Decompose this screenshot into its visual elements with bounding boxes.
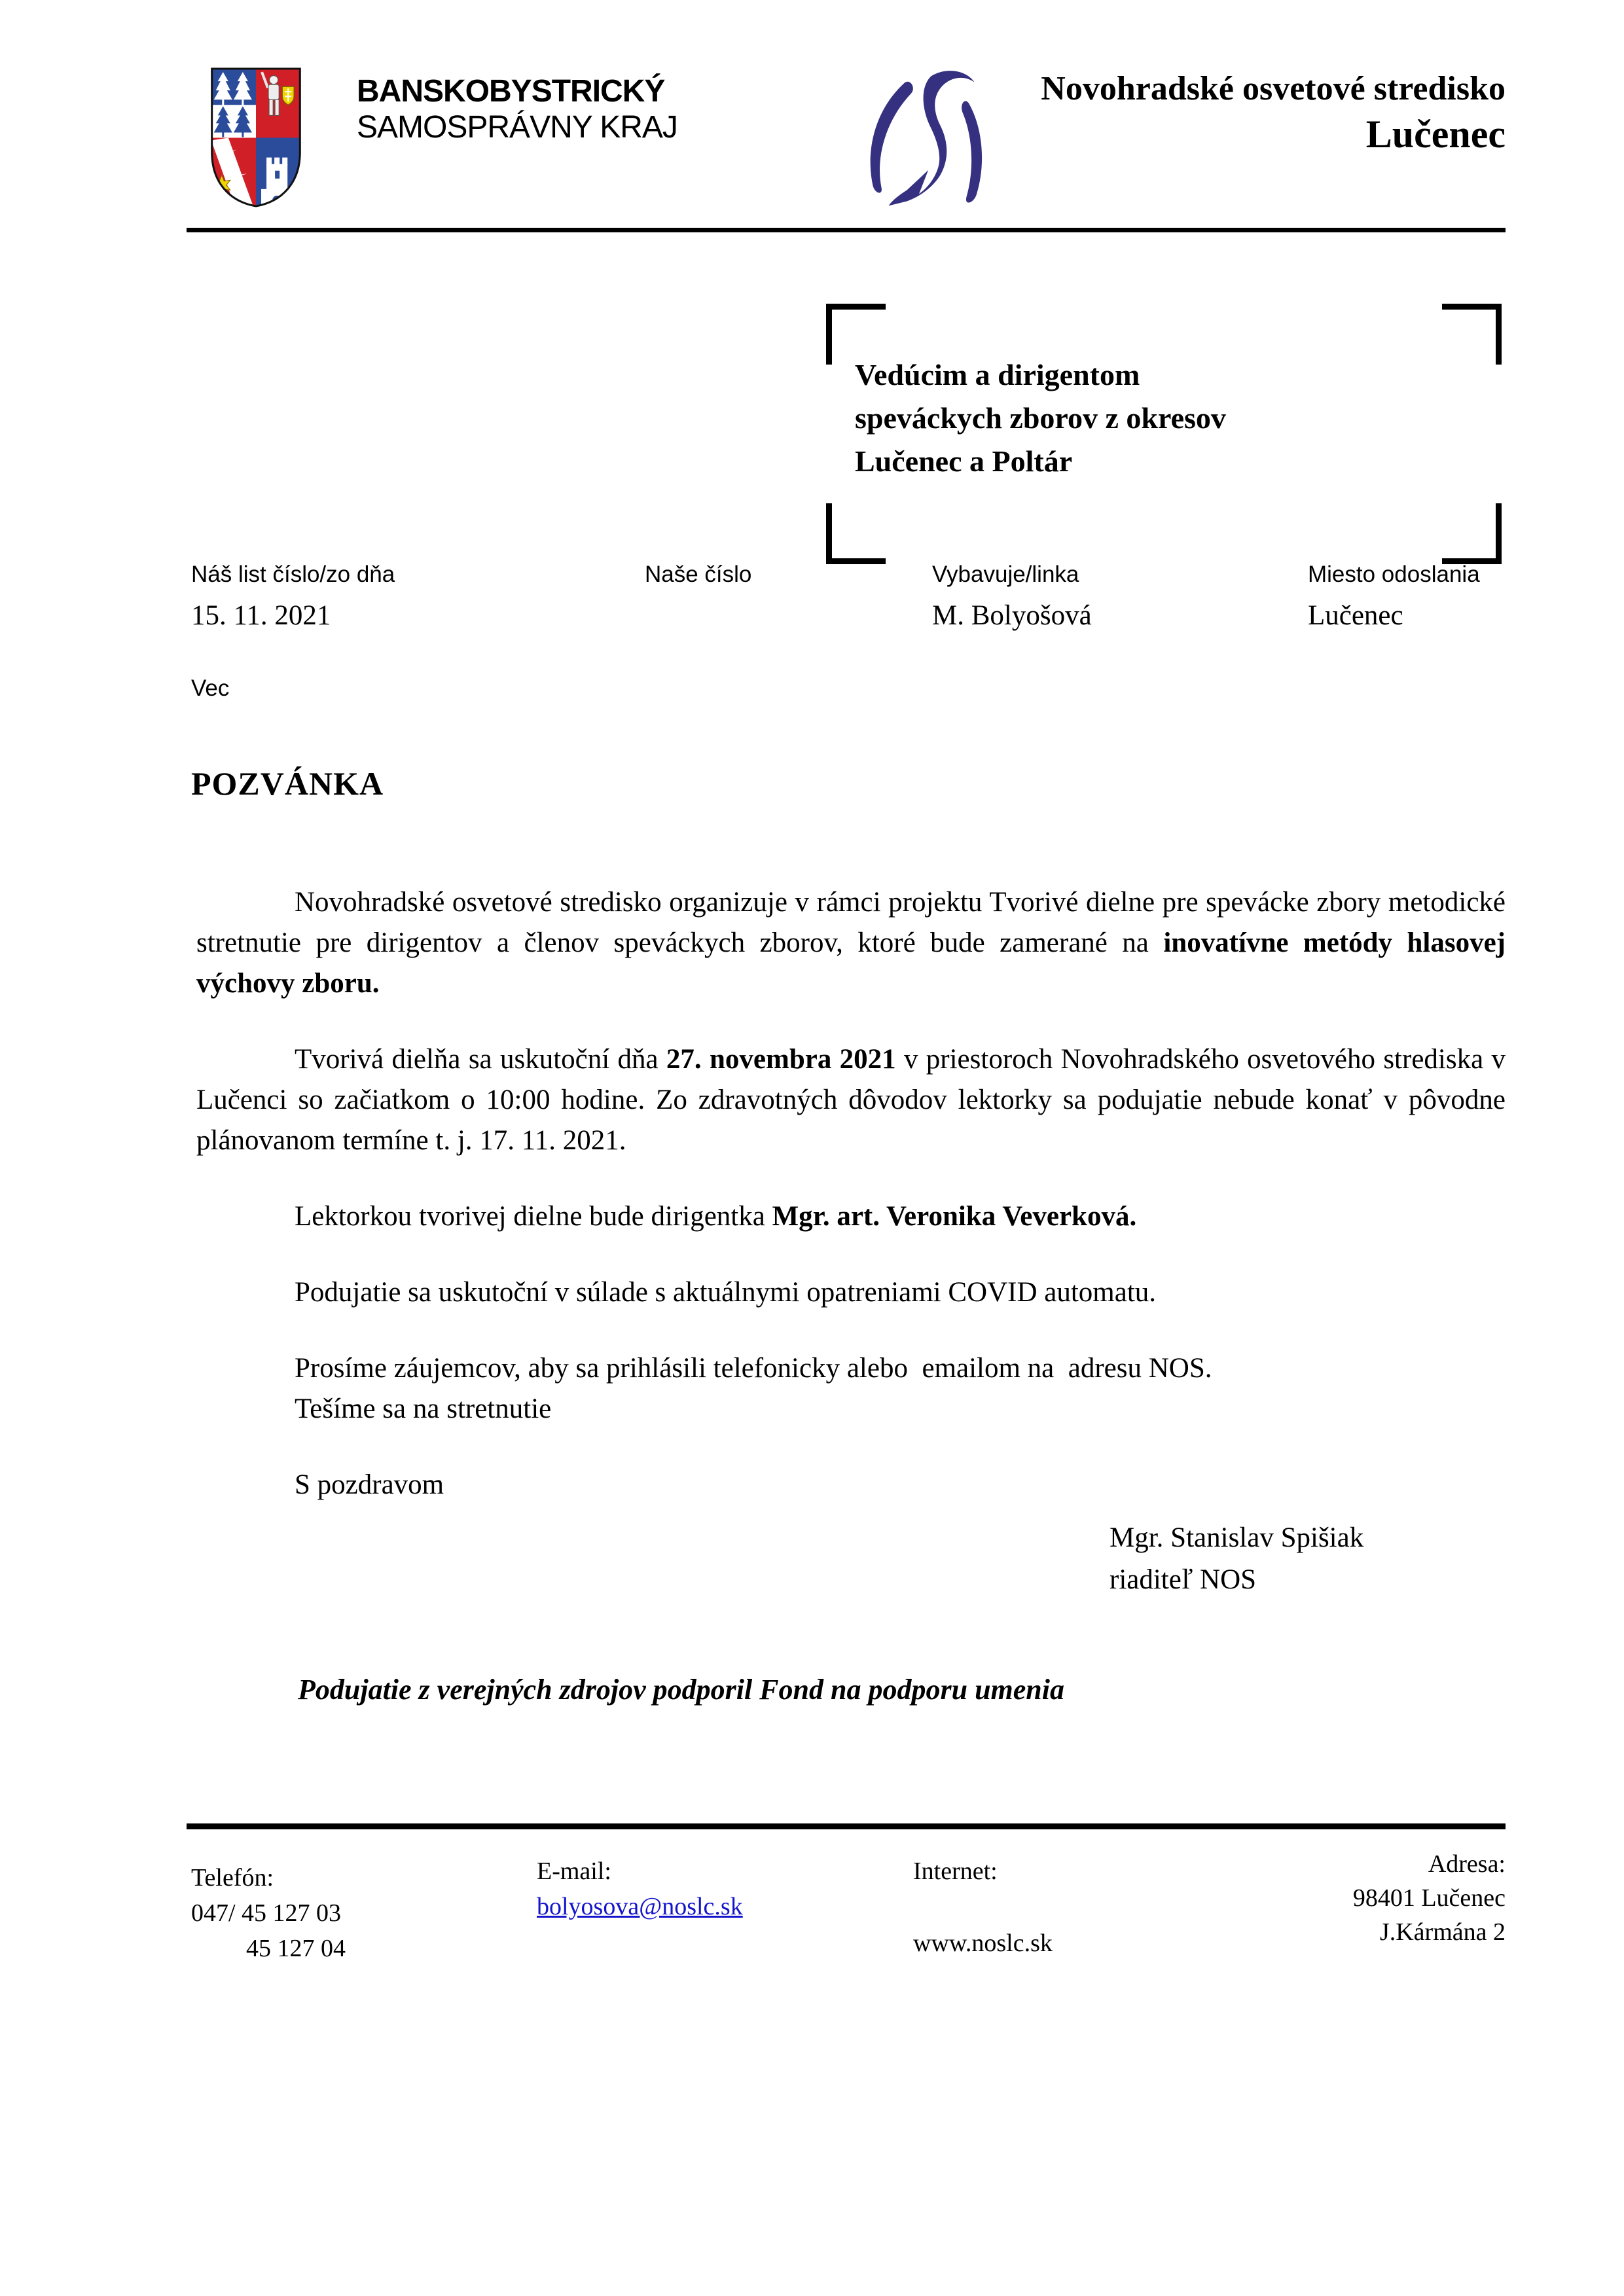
signature-block xyxy=(1110,1517,1363,1601)
paragraph-text: Lektorkou tvorivej dielne bude dirigentka xyxy=(295,1201,772,1232)
region-name xyxy=(357,73,677,145)
paragraph-text: Tvorivá dielňa sa uskutoční dňa xyxy=(295,1044,666,1075)
website-url: www.noslc.sk xyxy=(913,1929,1053,1957)
paragraph-text: Novohradské osvetové stredisko organizuje v rámci projektu Tvorivé dielne pre spevácke zbory metodické stretnutie pre dirigentov a členov speváckych zborov, ktoré bude zamerané na xyxy=(196,887,1506,958)
footer-address-column xyxy=(1244,1847,1506,1949)
signature-name: Mgr. Stanislav Spišiak xyxy=(1110,1522,1364,1553)
internet-label: Internet: xyxy=(913,1857,998,1885)
paragraph-bold-text: inovatívne metódy hlasovej výchovy zboru. xyxy=(196,927,1506,999)
invitation-heading: POZVÁNKA xyxy=(191,765,384,802)
recipient-line: speváckych zborov z okresov xyxy=(855,401,1226,435)
address-label: Adresa: xyxy=(1428,1850,1506,1878)
paragraph-event-date xyxy=(196,1039,1506,1161)
signature-title: riaditeľ NOS xyxy=(1110,1564,1257,1595)
footer-divider xyxy=(187,1823,1506,1829)
address-window-corner-top-right xyxy=(1442,304,1502,365)
address-city: 98401 Lučenec xyxy=(1352,1884,1506,1912)
email-link[interactable]: bolyosova@noslc.sk xyxy=(537,1893,743,1920)
org-name: Novohradské osvetové stredisko xyxy=(1041,70,1506,107)
recipient-line: Vedúcim a dirigentom xyxy=(855,358,1140,391)
org-city: Lučenec xyxy=(1365,113,1506,156)
label-handled-by: Vybavuje/linka xyxy=(932,562,1079,587)
value-handled-by: M. Bolyošová xyxy=(932,600,1092,631)
region-name-line1: BANSKOBYSTRICKÝ xyxy=(357,74,665,109)
paragraph-registration: Prosíme záujemcov, aby sa prihlásili telefonicky alebo emailom na adresu NOS. xyxy=(295,1353,1212,1384)
label-place-of-dispatch: Miesto odoslania xyxy=(1308,562,1480,587)
recipient-line: Lučenec a Poltár xyxy=(855,444,1073,478)
phone-number-1: 047/ 45 127 03 xyxy=(191,1899,342,1927)
header-divider xyxy=(187,228,1506,232)
footer-internet-column xyxy=(913,1854,1053,1961)
email-label: E-mail: xyxy=(537,1857,611,1885)
address-window-corner-bottom-left xyxy=(826,503,886,564)
funding-note: Podujatie z verejných zdrojov podporil Fond na podporu umenia xyxy=(298,1674,1064,1706)
org-header xyxy=(1001,69,1506,156)
paragraph-project-intro xyxy=(196,882,1506,1004)
phone-label: Telefón: xyxy=(191,1864,274,1892)
paragraph-covid: Podujatie sa uskutoční v súlade s aktuálnymi opatreniami COVID automatu. xyxy=(295,1277,1157,1308)
footer-phone-column xyxy=(191,1860,346,1966)
address-window-corner-bottom-right xyxy=(1442,503,1502,564)
letter-body xyxy=(196,882,1506,1505)
value-place-of-dispatch: Lučenec xyxy=(1308,600,1403,631)
value-our-letter-date: 15. 11. 2021 xyxy=(191,600,331,631)
closing-salutation: S pozdravom xyxy=(295,1469,444,1500)
paragraph-looking-forward: Tešíme sa na stretnutie xyxy=(295,1393,552,1424)
nos-logo-icon xyxy=(846,64,992,223)
paragraph-lecturer xyxy=(196,1196,1506,1237)
spacer xyxy=(196,1429,1506,1465)
phone-number-2: 45 127 04 xyxy=(246,1935,346,1962)
label-our-number: Naše číslo xyxy=(645,562,752,587)
address-street: J.Kármána 2 xyxy=(1379,1918,1506,1946)
recipient-address xyxy=(855,353,1226,483)
label-our-letter-date: Náš list číslo/zo dňa xyxy=(191,562,395,587)
region-name-line2: SAMOSPRÁVNY KRAJ xyxy=(357,110,677,145)
bbsk-coat-of-arms-icon xyxy=(209,67,302,211)
footer-email-column xyxy=(537,1854,743,1924)
event-date-bold: 27. novembra 2021 xyxy=(666,1044,896,1075)
subject-label: Vec xyxy=(191,675,230,701)
lecturer-name-bold: Mgr. art. Veronika Veverková. xyxy=(772,1201,1137,1232)
paragraph-text: v priestoroch Novohradského osvetového strediska v Lučenci so začiatkom o 10:00 hodine. Zo zdravotných dôvodov lektorky sa podujatie nebude konať v pôvodne plánovanom termíne t. j. 17. 11. 2021. xyxy=(196,1044,1506,1156)
